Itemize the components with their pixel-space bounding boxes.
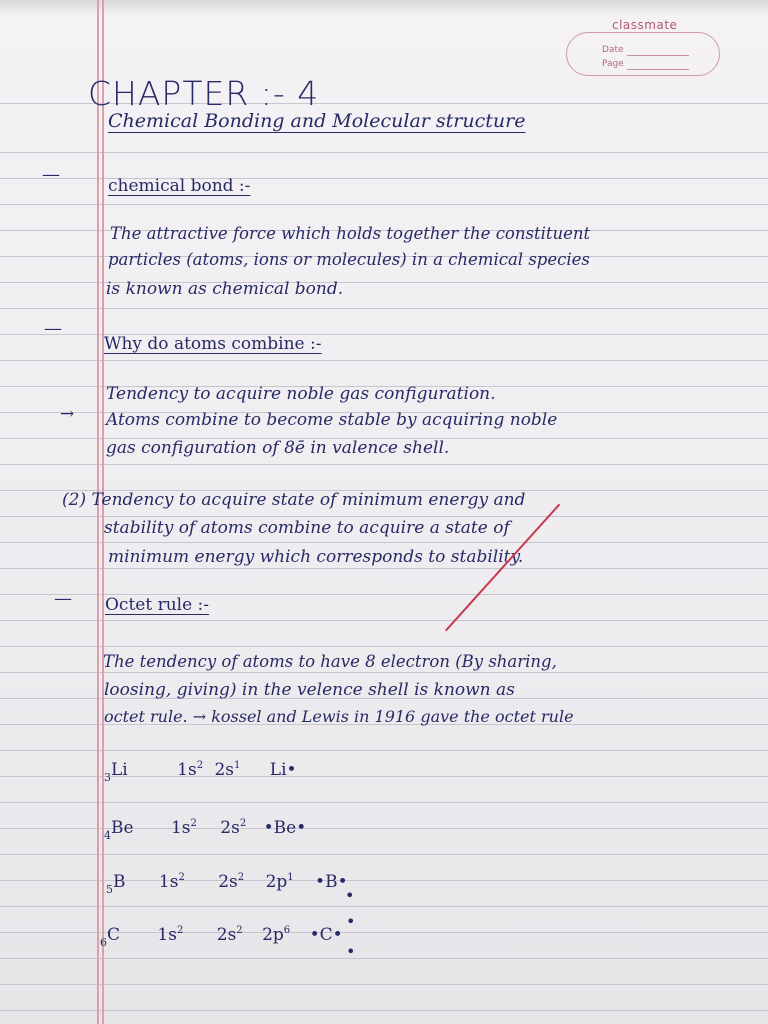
text-line: octet rule. → kossel and Lewis in 1916 gave the octet rule xyxy=(104,707,574,726)
heading-chemical-bond: chemical bond :- xyxy=(108,176,251,196)
chapter-title: CHAPTER :- 4 xyxy=(88,74,320,113)
text-line: (2) Tendency to acquire state of minimum energy and xyxy=(62,490,526,510)
arrow-icon: → xyxy=(60,404,75,424)
text-line: particles (atoms, ions or molecules) in a chemical species xyxy=(108,250,590,269)
ruled-line xyxy=(0,802,768,803)
ruled-line xyxy=(0,984,768,985)
text-line: Atoms combine to become stable by acquiring noble xyxy=(106,410,558,430)
lewis-dot: • xyxy=(345,886,355,905)
margin-line xyxy=(102,0,104,1024)
ruled-line xyxy=(0,308,768,309)
ruled-line xyxy=(0,646,768,647)
text-line: stability of atoms combine to acquire a state of xyxy=(104,518,510,538)
ruled-line xyxy=(0,958,768,959)
bullet-dash: — xyxy=(42,164,60,185)
config-row-c: $_6$C $1s^2$ $2s^2$ $2p^6$ •C• xyxy=(100,925,343,949)
config-row-be: $_4$Be $1s^2$ $2s^2$ •Be• xyxy=(104,818,307,842)
page-label: Page xyxy=(602,59,624,69)
heading-why-combine: Why do atoms combine :- xyxy=(104,334,322,354)
lewis-dot: • xyxy=(346,942,356,961)
ruled-line xyxy=(0,906,768,907)
config-row-li: $_3$Li $1s^2$ $2s^1$ Li• xyxy=(104,760,297,784)
ruled-line xyxy=(0,542,768,543)
ruled-line xyxy=(0,750,768,751)
ruled-line xyxy=(0,516,768,517)
margin-line xyxy=(97,0,99,1024)
ruled-line xyxy=(0,152,768,153)
page-top-edge xyxy=(0,0,768,14)
text-line: is known as chemical bond. xyxy=(106,279,344,299)
ruled-line xyxy=(0,464,768,465)
config-row-b: $_5$B $1s^2$ $2s^2$ $2p^1$ •B• xyxy=(106,872,348,896)
text-line: Tendency to acquire noble gas configuration. xyxy=(106,384,496,404)
heading-octet-rule: Octet rule :- xyxy=(105,595,210,615)
ruled-line xyxy=(0,204,768,205)
bullet-dash: — xyxy=(54,588,72,609)
page-field-line xyxy=(627,69,689,70)
lewis-dot: • xyxy=(346,912,356,931)
text-line: loosing, giving) in the velence shell is known as xyxy=(104,680,515,700)
date-field-line xyxy=(627,55,689,56)
text-line: The attractive force which holds together the constituent xyxy=(110,224,591,243)
bullet-dash: — xyxy=(44,318,62,339)
ruled-line xyxy=(0,854,768,855)
text-line: minimum energy which corresponds to stability. xyxy=(108,547,524,567)
ruled-line xyxy=(0,1010,768,1011)
ruled-line xyxy=(0,620,768,621)
brand-logo: classmate xyxy=(612,18,678,32)
ruled-line xyxy=(0,568,768,569)
date-label: Date xyxy=(602,45,624,55)
text-line: gas configuration of 8ē in valence shell. xyxy=(106,438,450,458)
chapter-subtitle: Chemical Bonding and Molecular structure xyxy=(108,110,526,132)
ruled-line xyxy=(0,672,768,673)
text-line: The tendency of atoms to have 8 electron (By sharing, xyxy=(103,652,557,671)
ruled-line xyxy=(0,360,768,361)
